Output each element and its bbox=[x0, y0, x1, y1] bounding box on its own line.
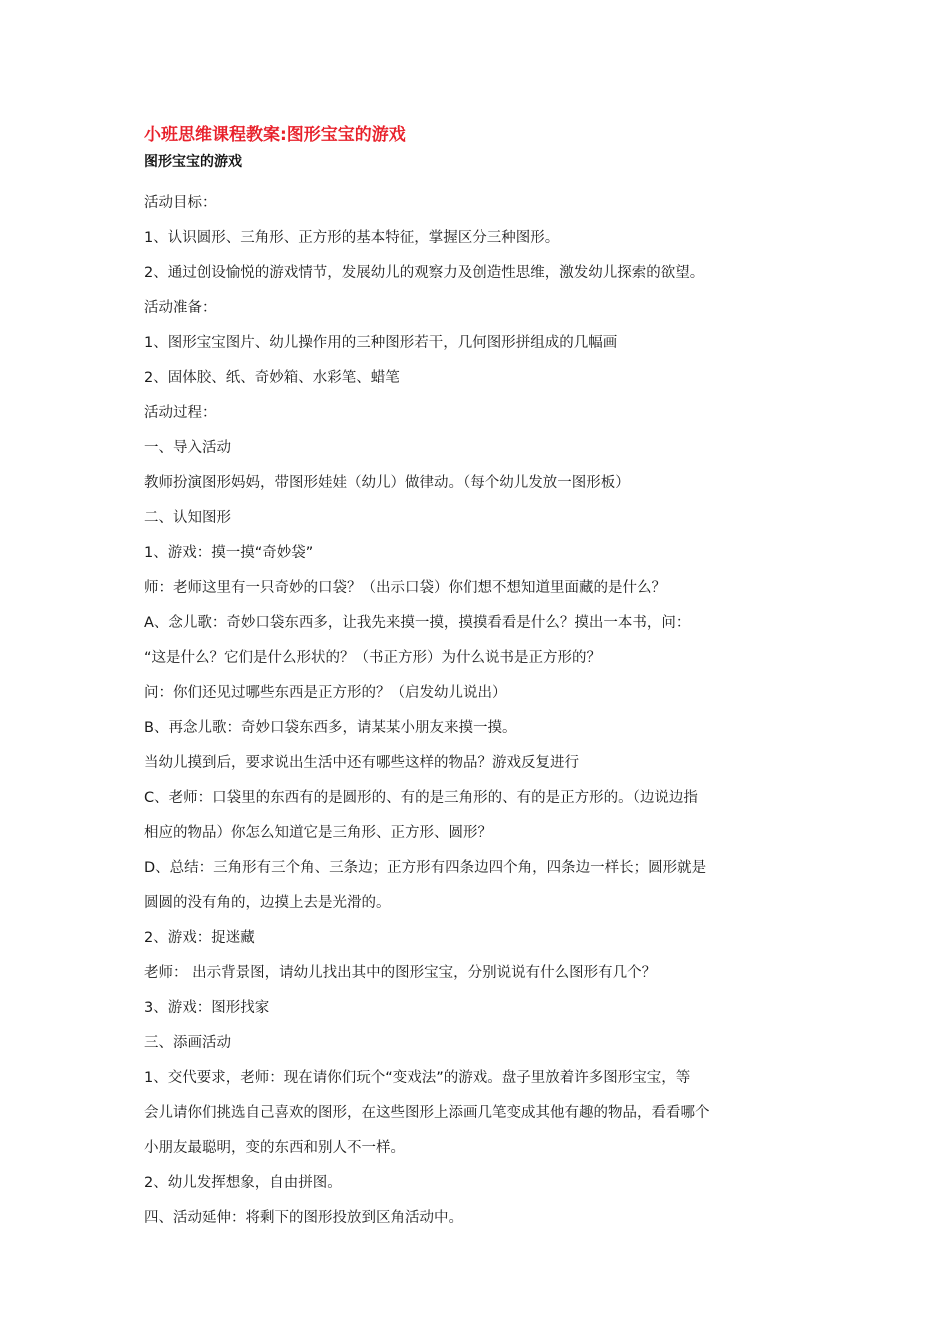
text-line: 1、图形宝宝图片、幼儿操作用的三种图形若干，几何图形拼组成的几幅画 bbox=[144, 335, 618, 351]
text-line: 当幼儿摸到后，要求说出生活中还有哪些这样的物品？游戏反复进行 bbox=[144, 755, 579, 771]
text-line: 1、交代要求，老师：现在请你们玩个“变戏法”的游戏。盘子里放着许多图形宝宝，等 bbox=[144, 1070, 691, 1086]
text-line: 1、游戏：摸一摸“奇妙袋” bbox=[144, 545, 314, 561]
text-line: A、念儿歌：奇妙口袋东西多，让我先来摸一摸，摸摸看看是什么？摸出一本书，问： bbox=[144, 615, 691, 631]
text-line: 四、活动延伸：将剩下的图形投放到区角活动中。 bbox=[144, 1210, 463, 1226]
text-line: 2、固体胶、纸、奇妙箱、水彩笔、蜡笔 bbox=[144, 370, 400, 386]
text-line: 一、导入活动 bbox=[144, 440, 231, 456]
document-subtitle: 图形宝宝的游戏 bbox=[144, 154, 242, 170]
text-line: 活动过程： bbox=[144, 405, 217, 421]
text-line: 相应的物品）你怎么知道它是三角形、正方形、圆形？ bbox=[144, 825, 492, 841]
text-line: 老师： 出示背景图，请幼儿找出其中的图形宝宝，分别说说有什么图形有几个？ bbox=[144, 965, 657, 981]
document-body bbox=[144, 186, 804, 1236]
text-line: 圆圆的没有角的，边摸上去是光滑的。 bbox=[144, 895, 391, 911]
text-line: 2、游戏：捉迷藏 bbox=[144, 930, 255, 946]
text-line: 2、通过创设愉悦的游戏情节，发展幼儿的观察力及创造性思维，激发幼儿探索的欲望。 bbox=[144, 265, 705, 281]
text-line: 师：老师这里有一只奇妙的口袋？（出示口袋）你们想不想知道里面藏的是什么？ bbox=[144, 580, 666, 596]
text-line: D、总结：三角形有三个角、三条边；正方形有四条边四个角，四条边一样长；圆形就是 bbox=[144, 860, 707, 876]
text-line: 3、游戏：图形找家 bbox=[144, 1000, 270, 1016]
text-line: 教师扮演图形妈妈，带图形娃娃（幼儿）做律动。（每个幼儿发放一图形板） bbox=[144, 475, 630, 491]
text-line: 二、认知图形 bbox=[144, 510, 231, 526]
document-title: 小班思维课程教案:图形宝宝的游戏 bbox=[144, 125, 406, 145]
text-line: 三、添画活动 bbox=[144, 1035, 231, 1051]
text-line: B、再念儿歌：奇妙口袋东西多，请某某小朋友来摸一摸。 bbox=[144, 720, 517, 736]
text-line: 活动准备： bbox=[144, 300, 217, 316]
document-page bbox=[144, 118, 804, 1236]
text-line: “这是什么？它们是什么形状的？（书正方形）为什么说书是正方形的？ bbox=[144, 650, 602, 666]
text-line: 会儿请你们挑选自己喜欢的图形，在这些图形上添画几笔变成其他有趣的物品，看看哪个 bbox=[144, 1105, 710, 1121]
text-line: 活动目标： bbox=[144, 195, 217, 211]
text-line: 问：你们还见过哪些东西是正方形的？（启发幼儿说出） bbox=[144, 685, 507, 701]
text-line: 小朋友最聪明，变的东西和别人不一样。 bbox=[144, 1140, 405, 1156]
text-line: 2、幼儿发挥想象，自由拼图。 bbox=[144, 1175, 342, 1191]
text-line: 1、认识圆形、三角形、正方形的基本特征，掌握区分三种图形。 bbox=[144, 230, 560, 246]
text-line: C、老师：口袋里的东西有的是圆形的、有的是三角形的、有的是正方形的。（边说边指 bbox=[144, 790, 698, 806]
